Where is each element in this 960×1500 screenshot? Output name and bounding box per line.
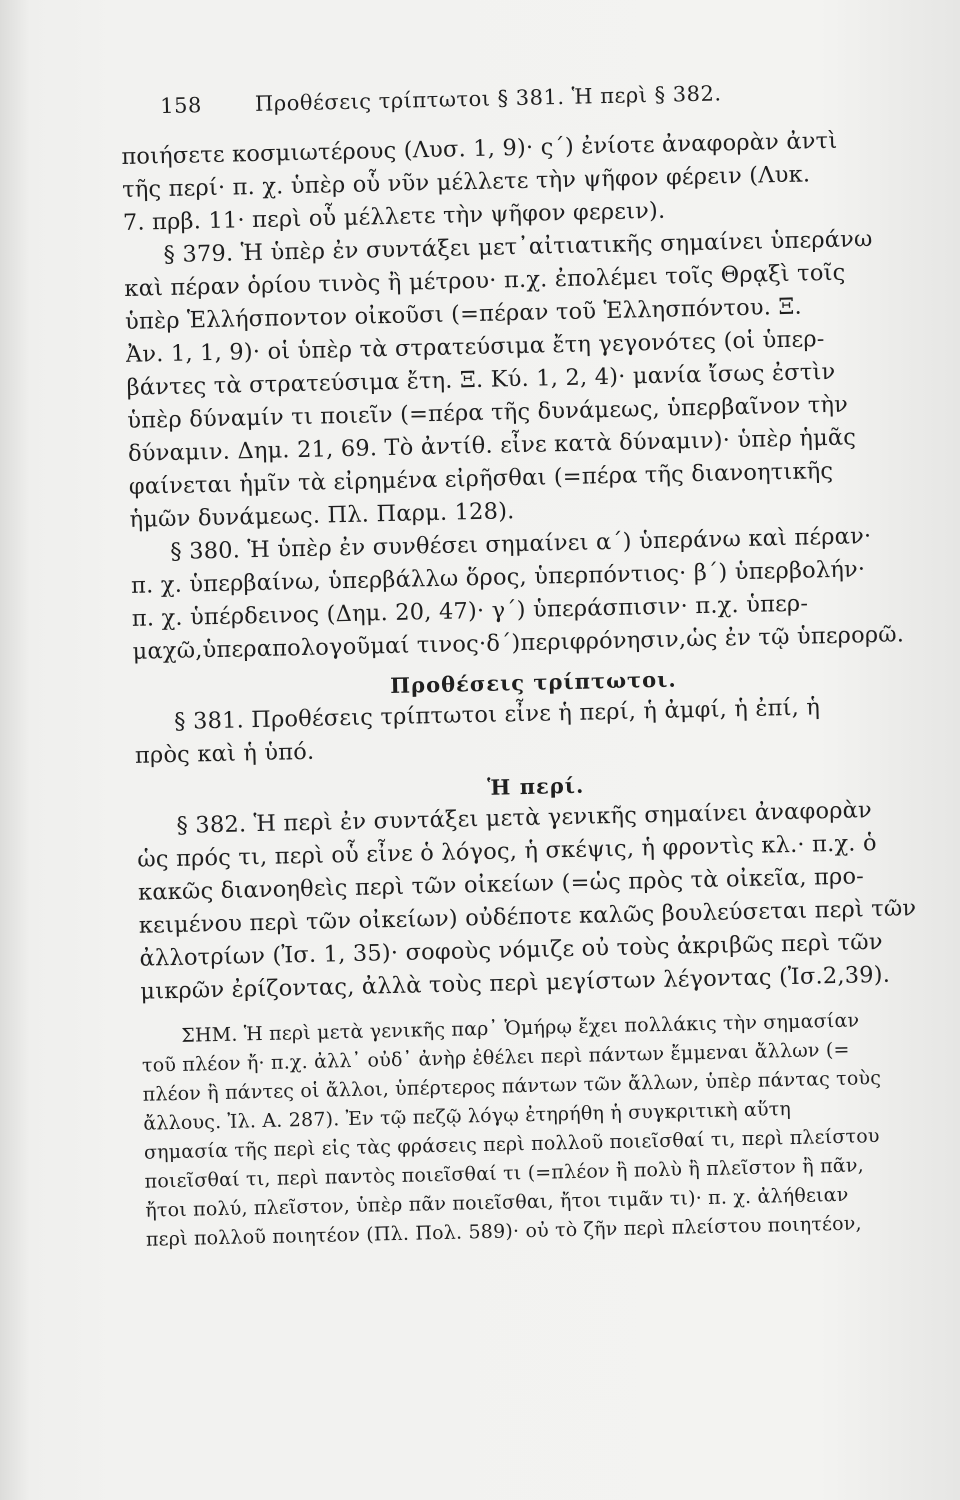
page-number: 158: [159, 93, 203, 119]
text-line: Ἀν. 1, 1, 9)· οἱ ὑπὲρ τὰ στρατεύσιμα ἔτη γεγονότες (οἱ ὑπερ-: [125, 326, 825, 368]
note-line: ἤτοι πολύ, πλεῖστον, ὑπὲρ πᾶν ποιεῖσθαι, ἤτοι τιμᾶν τι)· π. χ. ἀλήθειαν: [145, 1183, 849, 1222]
note-line: περὶ πολλοῦ ποιητέον (Πλ. Πολ. 589)· οὐ τὸ ζῆν περὶ πλείστου ποιητέον,: [145, 1212, 862, 1251]
note-line: ΣΗΜ. Ἡ περὶ μετὰ γενικῆς παρ᾽ Ὁμήρῳ ἔχει πολλάκις τὴν σημασίαν: [181, 1009, 860, 1047]
text-line-section-381: § 381. Προθέσεις τρίπτωτοι εἶνε ἡ περί, ἡ ἀμφί, ἡ ἐπί, ἡ: [173, 694, 821, 735]
text-line: π. χ. ὑπέρδεινος (Δημ. 20, 47)· γ΄) ὑπεράσπισιν· π.χ. ὑπερ-: [131, 590, 809, 632]
note-line: ἄλλους. Ἰλ. Α. 287). Ἐν τῷ πεζῷ λόγῳ ἐτηρήθη ἡ συγκριτικὴ αὕτη: [143, 1098, 792, 1135]
text-line: ὑπὲρ δύναμίν τι ποιεῖν (=πέρα τῆς δυνάμεως, ὑπερβαῖνον τὴν: [127, 391, 849, 434]
text-line: 7. πρβ. 11· περὶ οὗ μέλλετε τὴν ψῆφον φερειν).: [122, 197, 666, 236]
text-line: π. χ. ὑπερβαίνω, ὑπερβάλλω ὅρος, ὑπερπόντιος· β΄) ὑπερβολήν·: [130, 556, 866, 599]
text-line-section-380: § 380. Ἡ ὑπὲρ ἐν συνθέσει σημαίνει α΄) ὑπεράνω καὶ πέραν·: [170, 523, 872, 565]
text-line: ὑπὲρ Ἑλλήσποντον οἰκοῦσι (=πέραν τοῦ Ἑλλησπόντου. Ξ.: [124, 293, 803, 335]
text-line: ὡς πρός τι, περὶ οὗ εἶνε ὁ λόγος, ἡ σκέψις, ἡ φροντὶς κλ.· π.χ. ὁ: [137, 830, 877, 873]
paragraph-379-380: [121, 123, 933, 669]
text-line: φαίνεται ἡμῖν τὰ εἰρημένα εἰρῆσθαι (=πέρα τῆς διανοητικῆς: [128, 457, 834, 500]
text-line: κακῶς διανοηθεὶς περὶ τῶν οἰκείων (=ὡς πρὸς τὰ οἰκεῖα, προ-: [137, 863, 865, 906]
text-line: δύναμιν. Δημ. 21, 69. Τὸ ἀντίθ. εἶνε κατὰ δύναμιν)· ὑπὲρ ἡμᾶς: [127, 424, 857, 467]
paragraph-382: [136, 793, 940, 1009]
text-line: μαχῶ,ὑπεραπολογοῦμαί τινος·δ΄)περιφρόνησιν,ὡς ἐν τῷ ὑπερορῶ.: [132, 621, 905, 665]
running-header: [160, 77, 920, 118]
text-line: ἡμῶν δυνάμεως. Πλ. Παρμ. 128).: [129, 498, 515, 533]
text-line-section-382: § 382. Ἡ περὶ ἐν συντάξει μετὰ γενικῆς σημαίνει ἀναφορὰν: [176, 797, 873, 839]
heading-peri: Ἡ περί.: [487, 772, 585, 800]
text-line: ἀλλοτρίων (Ἰσ. 1, 35)· σοφοὺς νόμιζε οὐ τοὺς ἀκριβῶς περὶ τῶν: [139, 928, 883, 972]
text-line: ποιήσετε κοσμιωτέρους (Λυσ. 1, 9)· ς΄) ἐνίοτε ἀναφορὰν ἀντὶ: [121, 127, 838, 170]
note-block: [141, 1005, 946, 1255]
running-title: Προθέσεις τρίπτωτοι § 381. Ἡ περὶ § 382.: [254, 81, 722, 116]
heading-triptotoi: Προθέσεις τρίπτωτοι.: [389, 666, 677, 699]
note-line: τοῦ πλέον ἤ· π.χ. ἀλλ᾽ οὐδ᾽ ἀνὴρ ἐθέλει περὶ πάντων ἔμμεναι ἄλλων (=: [141, 1038, 850, 1077]
text-line: τῆς περί· π. χ. ὑπὲρ οὗ νῦν μέλλετε τὴν ψῆφον φέρειν (Λυκ.: [121, 161, 811, 203]
text-line: καὶ πέραν ὁρίου τινὸς ἢ μέτρου· π.χ. ἐπολέμει τοῖς Θρᾳξὶ τοῖς: [124, 259, 846, 302]
note-line: σημασία τῆς περὶ εἰς τὰς φράσεις περὶ πολλοῦ ποιεῖσθαί τι, περὶ πλείστου: [143, 1125, 880, 1164]
text-line: βάντες τὰ στρατεύσιμα ἔτη. Ξ. Κύ. 1, 2, 4)· μανία ἴσως ἐστὶν: [126, 358, 836, 401]
text-line: κειμένου περὶ τῶν οἰκείων) οὐδέποτε καλῶς βουλεύσεται περὶ τῶν: [138, 895, 917, 939]
page-text-block: [120, 77, 946, 1255]
text-line: μικρῶν ἐρίζοντας, ἀλλὰ τοὺς περὶ μεγίστων λέγοντας (Ἰσ.2,39).: [140, 961, 891, 1005]
note-line: ποιεῖσθαί τι, περὶ παντὸς ποιεῖσθαί τι (=πλέον ἢ πολὺ ἢ πλεῖστον ἢ πᾶν,: [144, 1154, 865, 1193]
text-line: πρὸς καὶ ἡ ὑπό.: [134, 738, 315, 769]
note-line: πλέον ἢ πάντες οἱ ἄλλοι, ὑπέρτερος πάντων τῶν ἄλλων, ὑπὲρ πάντας τοὺς: [142, 1066, 882, 1106]
text-line-section-379: § 379. Ἡ ὑπὲρ ἐν συντάξει μετ᾽αἰτιατικῆς σημαίνει ὑπεράνω: [163, 225, 873, 269]
